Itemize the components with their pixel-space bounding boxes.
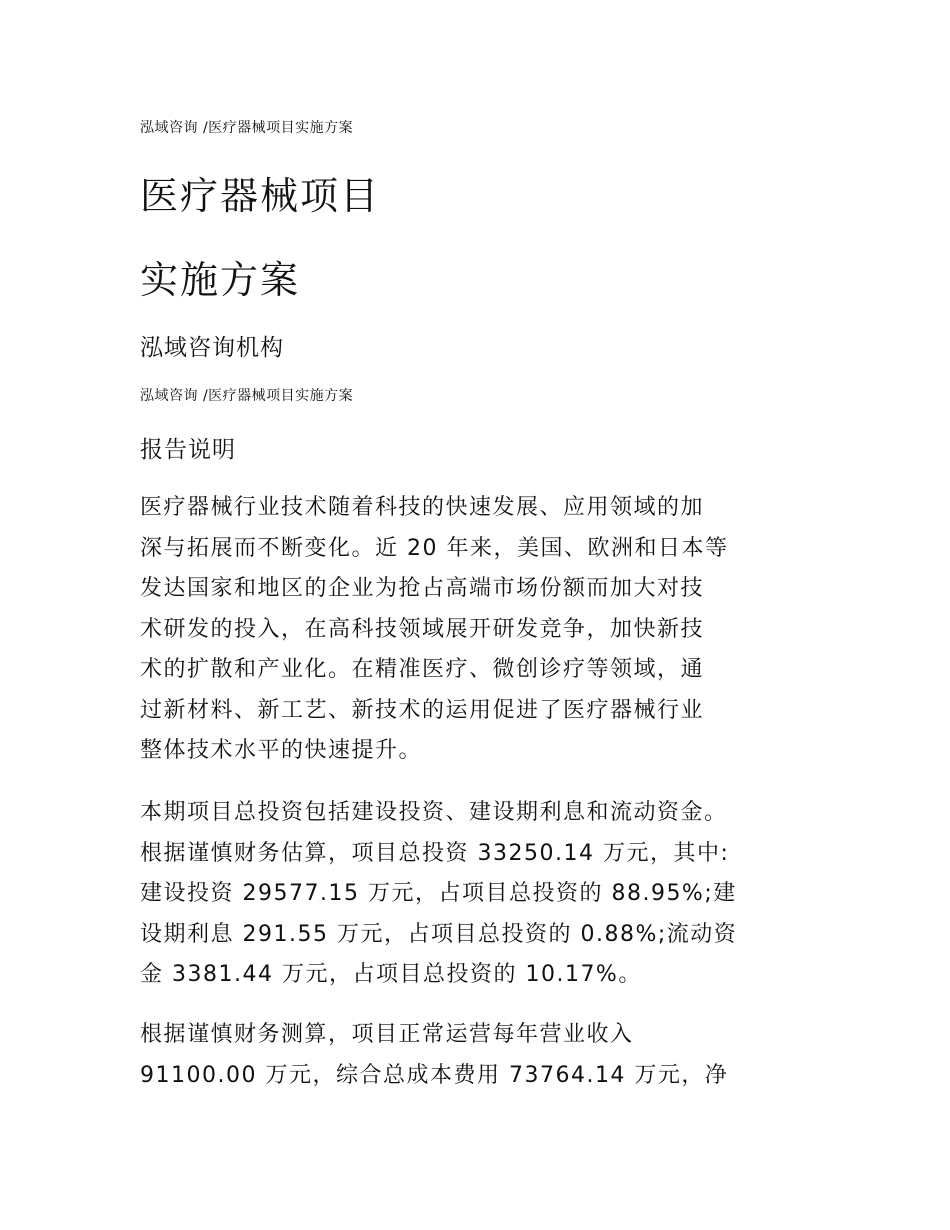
organization-name: 泓域咨询机构 (140, 335, 284, 361)
paragraph-line: 根据谨慎财务测算，项目正常运营每年营业收入 (140, 1022, 634, 1047)
paragraph-line: 建设投资 29577.15 万元，占项目总投资的 88.95%;建 (140, 881, 737, 906)
paragraph-line: 91100.00 万元，综合总成本费用 73764.14 万元，净 (140, 1062, 729, 1088)
paragraph-revenue (140, 1015, 728, 1096)
paragraph-line: 金 3381.44 万元，占项目总投资的 10.17%。 (140, 962, 642, 987)
paragraph-line: 术的扩散和产业化。在精准医疗、微创诊疗等领域，通 (140, 657, 705, 682)
section-title: 报告说明 (140, 437, 236, 463)
breadcrumb-repeat: 泓域咨询 /医疗器械项目实施方案 (140, 388, 354, 404)
paragraph-industry-overview (140, 488, 728, 772)
paragraph-line: 发达国家和地区的企业为抢占高端市场份额而加大对技 (140, 576, 705, 601)
paragraph-line: 本期项目总投资包括建设投资、建设期利息和流动资金。 (140, 800, 728, 825)
breadcrumb: 泓域咨询 /医疗器械项目实施方案 (140, 120, 354, 136)
paragraph-line: 深与拓展而不断变化。近 20 年来，美国、欧洲和日本等 (140, 535, 729, 561)
paragraph-line: 医疗器械行业技术随着科技的快速发展、应用领域的加 (140, 495, 705, 520)
paragraph-line: 设期利息 291.55 万元，占项目总投资的 0.88%;流动资 (140, 921, 738, 947)
paragraph-line: 过新材料、新工艺、新技术的运用促进了医疗器械行业 (140, 697, 705, 723)
document-title-line-2: 实施方案 (140, 258, 301, 302)
paragraph-investment (140, 793, 737, 996)
paragraph-line: 根据谨慎财务估算，项目总投资 33250.14 万元，其中: (140, 840, 730, 866)
document-title-line-1: 医疗器械项目 (140, 174, 381, 218)
paragraph-line: 术研发的投入，在高科技领域展开研发竞争，加快新技 (140, 616, 705, 642)
paragraph-line: 整体技术水平的快速提升。 (140, 738, 423, 763)
